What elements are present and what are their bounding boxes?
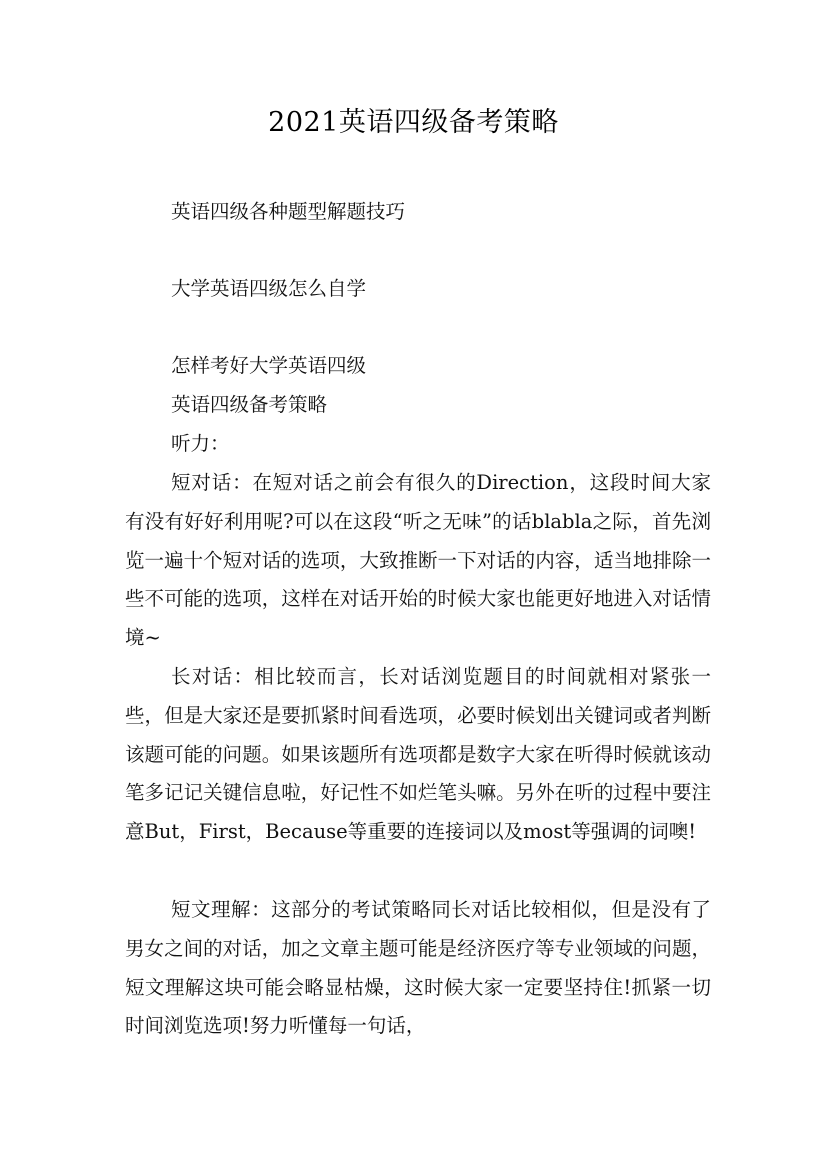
related-link-4[interactable]: 英语四级备考策略 bbox=[171, 393, 328, 416]
related-link-2[interactable]: 大学英语四级怎么自学 bbox=[171, 277, 367, 300]
paragraph-long-dialogue: 长对话：相比较而言，长对话浏览题目的时间就相对紧张一些，但是大家还是要抓紧时间看选项，必要时候划出关键词或者判断该题可能的问题。如果该题所有选项都是数字大家在听得时候就该动笔多记记关键信息啦，好记性不如烂笔头嘛。另外在听的过程中要注意But，First，Because等重要的连接词以及most等强调的词噢! bbox=[125, 665, 711, 844]
related-link-1[interactable]: 英语四级各种题型解题技巧 bbox=[171, 200, 406, 223]
section-heading: 听力： bbox=[171, 432, 230, 455]
document-title: 2021英语四级备考策略 bbox=[268, 107, 559, 138]
paragraph-short-passage: 短文理解：这部分的考试策略同长对话比较相似，但是没有了男女之间的对话，加之文章主题可能是经济医疗等专业领域的问题，短文理解这块可能会略显枯燥，这时候大家一定要坚持住!抓紧一切时间浏览选项!努力听懂每一句话， bbox=[125, 898, 711, 1038]
related-link-3[interactable]: 怎样考好大学英语四级 bbox=[171, 354, 367, 377]
paragraph-short-dialogue: 短对话：在短对话之前会有很久的Direction，这段时间大家有没有好好利用呢?可以在这段“听之无味”的话blabla之际，首先浏览一遍十个短对话的选项，大致推断一下对话的内容，适当地排除一些不可能的选项，这样在对话开始的时候大家也能更好地进入对话情境~ bbox=[125, 471, 711, 650]
